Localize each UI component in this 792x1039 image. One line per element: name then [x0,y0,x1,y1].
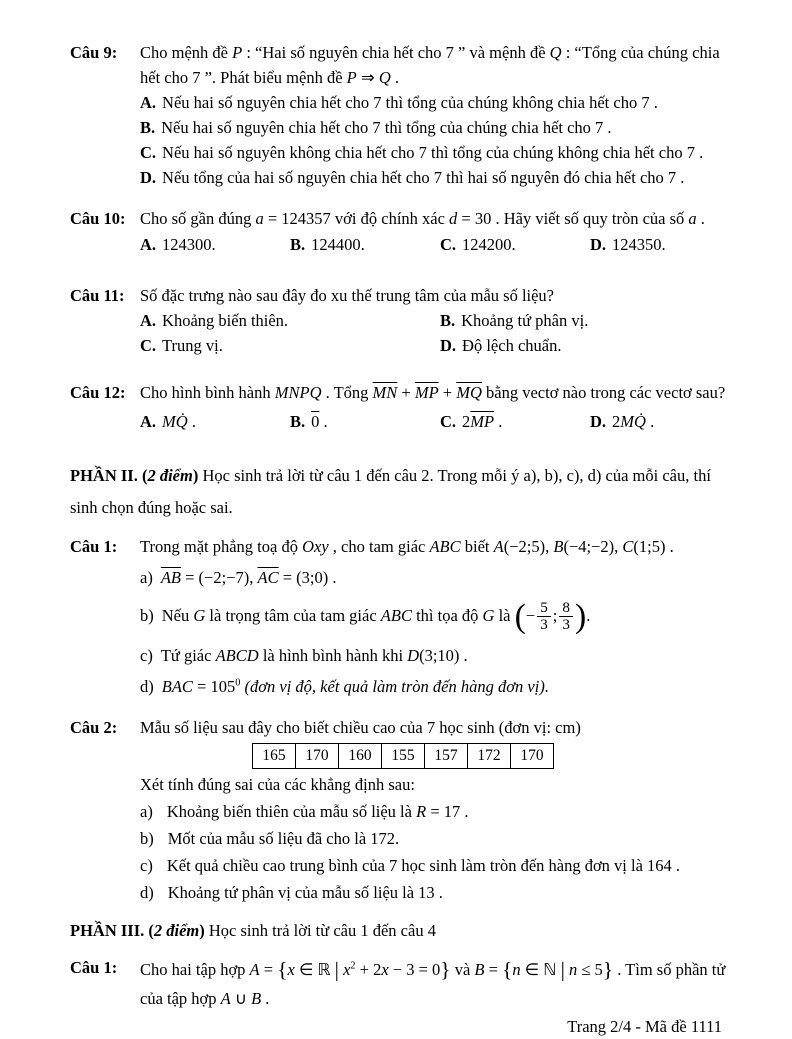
question-9-options [140,90,740,190]
option-text: Trung vị. [162,335,223,355]
footer-text: Trang 2/4 - Mã đề 1111 [567,1017,722,1036]
option-key: A. [140,411,157,431]
question-12-options [140,409,740,434]
sub-item-text: Kết quả chiều cao trung bình của 7 học sinh làm tròn đến hàng đơn vị là 164 . [166,856,681,876]
option-key: C. [140,335,157,355]
option-text: 124300. [162,234,216,254]
part3-question-1-text: Cho hai tập hợp A = {x ∈ ℝ | $x^2 + 2x - 3 = 0$} và B = {n ∈ ℕ | n ≤ 5} . Tìm số phần tử của tập hợp A ∪ B . [140,957,726,1009]
option-10c [440,232,590,257]
option-text: 0 . [311,411,328,431]
question-9 [70,40,740,190]
sub-item-key: a) [140,802,153,822]
sub-item-a [140,565,740,590]
sub-item-text: Mốt của mẫu số liệu đã cho là 172. [167,829,400,849]
sub-item-d [140,674,740,699]
sub-item-key: b) [140,829,154,849]
option-12b [290,409,440,434]
question-11-label: Câu 11: [70,285,125,305]
option-key: B. [140,118,156,138]
sub-item-c [140,643,740,668]
option-key: A. [140,93,157,113]
part3-question-1 [70,955,740,1014]
table-cell: 172 [468,744,511,769]
table-cell: 165 [253,744,296,769]
option-10b [290,232,440,257]
option-text: $2\overline{MP}$ . [462,411,503,431]
question-12 [70,380,740,434]
option-11a [140,308,440,333]
option-text: Nếu hai số nguyên không chia hết cho 7 thì tổng của chúng không chia hết cho 7 . [162,143,704,163]
sub-item-key: c) [140,856,153,876]
option-key: B. [290,411,306,431]
sub-item-text: $\overline{AB}$ = (−2;−7), $\overline{AC}$ = (3;0) . [160,568,337,588]
table-cell: 170 [296,744,339,769]
option-10d [590,232,740,257]
sub-item-c [140,853,740,878]
option-9d [140,165,740,190]
question-10-text: Cho số gần đúng a = 124357 với độ chính xác d = 30 . Hãy viết số quy tròn của số a . [140,209,705,229]
sub-item-key: b) [140,605,154,625]
option-9a [140,90,740,115]
sub-item-b [140,826,740,851]
option-key: C. [140,143,157,163]
table-cell: 157 [425,744,468,769]
note: Xét tính đúng sai của các khẳng định sau: [140,775,415,795]
option-12c [440,409,590,434]
sub-item-a [140,799,740,824]
option-text: Độ lệch chuẩn. [462,335,562,355]
option-key: D. [440,335,457,355]
question-9-text: Cho mệnh đề P : “Hai số nguyên chia hết cho 7 ” và mệnh đề Q : “Tổng của chúng chia hết cho 7 ”. Phát biểu mệnh đề P ⇒ Q . [140,43,720,88]
option-text: Nếu hai số nguyên chia hết cho 7 thì tổng của chúng không chia hết cho 7 . [162,93,658,113]
section-heading-part3: PHẦN III. (2 điểm) Học sinh trả lời từ câu 1 đến câu 4 [70,920,436,940]
question-12-text: Cho hình bình hành MNPQ . Tổng $\overline{MN} + \overline{MP} + \overline{MQ}$ bằng vectơ nào trong các vectơ sau? [140,382,726,402]
part2-question-2 [70,715,740,905]
option-key: D. [140,168,157,188]
option-text: 124200. [462,234,516,254]
option-key: D. [590,411,607,431]
part2-question-2-text: Mẫu số liệu sau đây cho biết chiều cao của 7 học sinh (đơn vị: cm) [140,718,581,738]
part2-question-2-label: Câu 2: [70,718,118,738]
option-9c [140,140,740,165]
part2-question-1-text: Trong mặt phẳng toạ độ Oxy , cho tam giác ABC biết A(−2;5), B(−4;−2), C(1;5) . [140,537,674,557]
part2-question-1 [70,534,740,699]
option-key: A. [140,234,157,254]
sub-item-key: a) [140,568,153,588]
table-cell: 160 [339,744,382,769]
option-12d [590,409,740,434]
page-footer [70,1014,740,1039]
sub-item-text: BAC = $105^0$ (đơn vị độ, kết quả làm tròn đến hàng đơn vị). [161,677,549,696]
option-key: C. [440,234,457,254]
option-text: 124350. [612,234,666,254]
sub-item-text: Nếu G là trọng tâm của tam giác ABC thì tọa độ G là (− $\frac{5}{3}$ ; $\frac{8}{3}$ ). [161,597,591,635]
table-cell: 170 [511,744,554,769]
question-11-options [140,308,740,358]
sub-item-key: d) [140,883,154,903]
option-11c [140,333,440,358]
sub-item-text: Tứ giác ABCD là hình bình hành khi D(3;10) . [160,645,468,665]
option-text: Khoảng tứ phân vị. [461,310,589,330]
sub-item-text: Khoảng biến thiên của mẫu số liệu là R = 17 . [166,802,469,822]
option-text: Nếu tổng của hai số nguyên chia hết cho 7 thì hai số nguyên đó chia hết cho 7 . [162,168,685,188]
option-key: B. [290,234,306,254]
question-12-label: Câu 12: [70,382,126,402]
sub-item-key: d) [140,677,154,696]
part3-question-1-label: Câu 1: [70,957,118,977]
option-10a [140,232,290,257]
option-11d [440,333,740,358]
sub-item-key: c) [140,645,153,665]
part2-question-1-label: Câu 1: [70,537,118,557]
sub-item-b [140,597,740,635]
table-cell: 155 [382,744,425,769]
option-text: MQ̇ . [162,411,196,431]
question-11 [70,283,740,358]
option-text: Khoảng biến thiên. [162,310,289,330]
question-10-options [140,232,740,257]
option-12a [140,409,290,434]
option-key: D. [590,234,607,254]
section-heading-part2: PHẦN II. (2 điểm) Học sinh trả lời từ câu 1 đến câu 2. Trong mỗi ý a), b), c), d) của mỗi câu, thí sinh chọn đúng hoặc sai. [70,466,711,518]
option-key: B. [440,310,456,330]
option-key: C. [440,411,457,431]
option-key: A. [140,310,157,330]
option-text: 2MQ̇ . [612,411,655,431]
question-9-label: Câu 9: [70,43,118,62]
option-text: 124400. [311,234,365,254]
sub-item-d [140,880,740,905]
option-11b [440,308,740,333]
heights-table [252,743,554,769]
question-10 [70,206,740,256]
option-9b [140,115,740,140]
question-11-text: Số đặc trưng nào sau đây đo xu thế trung tâm của mẫu số liệu? [140,285,555,305]
option-text: Nếu hai số nguyên chia hết cho 7 thì tổng của chúng chia hết cho 7 . [161,118,612,138]
question-10-label: Câu 10: [70,209,126,229]
sub-item-text: Khoảng tứ phân vị của mẫu số liệu là 13 . [167,883,443,903]
